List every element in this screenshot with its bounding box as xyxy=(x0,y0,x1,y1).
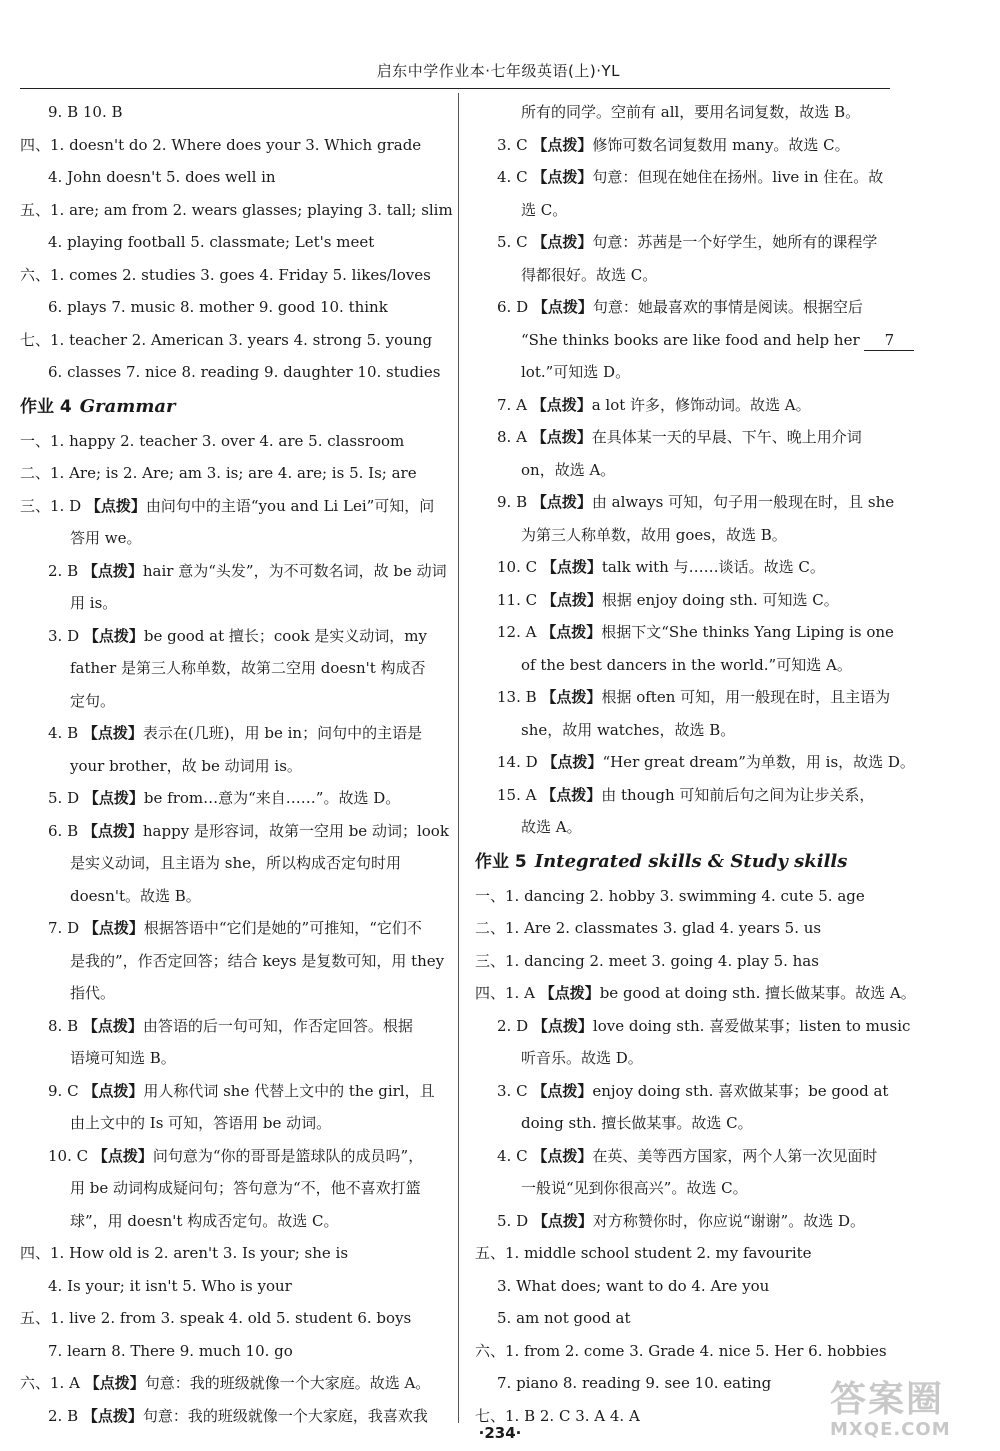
answer-line: 一、1. happy 2. teacher 3. over 4. are 5. classroom xyxy=(20,431,405,450)
answer-line: 指代。 xyxy=(70,984,116,1002)
hint-tag: 【点拨】 xyxy=(541,688,602,706)
running-header xyxy=(20,58,890,89)
answer-line: 2. B 【点拨】句意：我的班级就像一个大家庭，我喜欢我 xyxy=(48,1406,428,1425)
column-divider xyxy=(458,93,459,1423)
hint-tag: 【点拨】 xyxy=(541,558,602,576)
answer-line: lot.”可知选 D。 xyxy=(521,363,631,381)
left-column xyxy=(20,96,453,1432)
hint-tag: 【点拨】 xyxy=(84,1374,145,1392)
watermark-url: MXQE.COM xyxy=(830,1419,951,1440)
answer-line: 是我的”，作否定回答；结合 keys 是复数可知，用 they xyxy=(70,951,445,970)
answer-line: 15. A 【点拨】由 though 可知前后句之间为让步关系， xyxy=(497,785,875,804)
section-title: Grammar xyxy=(79,395,176,417)
answer-line: 听音乐。故选 D。 xyxy=(521,1049,643,1067)
answer-line: 为第三人称单数，故用 goes，故选 B。 xyxy=(521,525,787,544)
answer-line: “She thinks books are like food and help her 7 xyxy=(475,324,895,357)
hint-tag: 【点拨】 xyxy=(532,1146,593,1165)
answer-line: your brother，故 be 动词用 is。 xyxy=(70,756,302,775)
answer-line: 四、1. How old is 2. aren't 3. Is your; she is xyxy=(20,1244,349,1262)
answer-line: 六、1. from 2. come 3. Grade 4. nice 5. Her 6. hobbies xyxy=(475,1341,887,1360)
hint-tag: 【点拨】 xyxy=(532,298,593,316)
hint-tag: 【点拨】 xyxy=(83,919,144,937)
answer-line: 七、1. B 2. C 3. A 4. A xyxy=(475,1406,640,1425)
answer-line: 二、1. Are; is 2. Are; am 3. is; are 4. are; is 5. Is; are xyxy=(20,464,417,482)
answer-line: 5. am not good at xyxy=(497,1309,631,1327)
hint-tag: 【点拨】 xyxy=(83,1081,144,1100)
answer-line: 13. B 【点拨】根据 often 可知，用一般现在时，且主语为 xyxy=(497,688,891,706)
answer-line: 5. C 【点拨】句意：苏茜是一个好学生，她所有的课程学 xyxy=(497,233,878,251)
page-number: ·234· xyxy=(478,1424,522,1442)
answer-line: of the best dancers in the world.”可知选 A。 xyxy=(521,655,852,674)
fill-blank: 7 xyxy=(864,330,914,351)
answer-line: 球”，用 doesn't 构成否定句。故选 C。 xyxy=(70,1211,339,1230)
answer-line: 11. C 【点拨】根据 enjoy doing sth. 可知选 C。 xyxy=(497,590,839,609)
answer-line: 三、1. dancing 2. meet 3. going 4. play 5. has xyxy=(475,951,819,970)
answer-line: 8. A 【点拨】在具体某一天的早晨、下午、晚上用介词 xyxy=(497,428,862,446)
hint-tag: 【点拨】 xyxy=(532,135,593,154)
hint-tag: 【点拨】 xyxy=(92,1146,153,1165)
hint-tag: 【点拨】 xyxy=(542,753,603,771)
hint-tag: 【点拨】 xyxy=(532,168,593,186)
hint-tag: 【点拨】 xyxy=(82,821,143,840)
answer-line: 由上文中的 Is 可知，答语用 be 动词。 xyxy=(70,1114,332,1132)
answer-line: 四、1. doesn't do 2. Where does your 3. Which grade xyxy=(20,135,422,154)
answer-line: 六、1. comes 2. studies 3. goes 4. Friday 5. likes/loves xyxy=(20,265,431,284)
answer-line: 一般说“见到你很高兴”。故选 C。 xyxy=(521,1179,748,1197)
answer-line: 9. C 【点拨】用人称代词 she 代替上文中的 the girl，且 xyxy=(48,1081,435,1100)
answer-line: 6. D 【点拨】句意：她最喜欢的事情是阅读。根据空后 xyxy=(497,298,863,316)
answer-line: 定句。 xyxy=(70,691,116,710)
answer-line: 4. John doesn't 5. does well in xyxy=(48,168,276,186)
hint-tag: 【点拨】 xyxy=(82,1016,143,1035)
answer-line: 五、1. live 2. from 3. speak 4. old 5. student 6. boys xyxy=(20,1309,412,1327)
answer-line: 7. D 【点拨】根据答语中“它们是她的”可推知，“它们不 xyxy=(48,919,422,937)
answer-line: 四、1. A 【点拨】be good at doing sth. 擅长做某事。故选 A。 xyxy=(475,984,916,1002)
hint-tag: 【点拨】 xyxy=(532,1016,593,1035)
answer-line: 二、1. Are 2. classmates 3. glad 4. years 5. us xyxy=(475,919,822,937)
hint-tag: 【点拨】 xyxy=(541,785,602,804)
answer-line: 所有的同学。空前有 all，要用名词复数，故选 B。 xyxy=(521,103,861,121)
answer-line: 6. plays 7. music 8. mother 9. good 10. think xyxy=(48,298,388,316)
hint-tag: 【点拨】 xyxy=(82,1406,143,1425)
answer-line: 4. B 【点拨】表示在(几班)，用 be in；问句中的主语是 xyxy=(48,724,423,742)
hint-tag: 【点拨】 xyxy=(532,233,593,251)
answer-line: 3. C 【点拨】修饰可数名词复数用 many。故选 C。 xyxy=(497,135,850,154)
answer-line: 14. D 【点拨】“Her great dream”为单数，用 is，故选 D。 xyxy=(497,753,915,771)
answer-line: 12. A 【点拨】根据下文“She thinks Yang Liping is one xyxy=(497,623,894,641)
answer-line: 10. C 【点拨】问句意为“你的哥哥是篮球队的成员吗”， xyxy=(48,1146,424,1165)
answer-line: 6. classes 7. nice 8. reading 9. daughter 10. studies xyxy=(48,363,441,381)
hint-tag: 【点拨】 xyxy=(83,626,144,645)
header-title: 启东中学作业本·七年级英语(上)·YL xyxy=(376,62,620,80)
answer-line: 5. D 【点拨】对方称赞你时，你应说“谢谢”。故选 D。 xyxy=(497,1211,866,1230)
right-column xyxy=(475,96,916,1432)
hint-tag: 【点拨】 xyxy=(532,1081,593,1100)
answer-line: 9. B 10. B xyxy=(48,103,123,121)
hint-tag: 【点拨】 xyxy=(82,724,143,742)
answer-line: 9. B 【点拨】由 always 可知，句子用一般现在时，且 she xyxy=(497,493,895,511)
answer-line: 是实义动词，且主语为 she，所以构成否定句时用 xyxy=(70,854,402,872)
hint-tag: 【点拨】 xyxy=(532,1211,593,1230)
answer-line: 得都很好。故选 C。 xyxy=(521,265,658,284)
hint-tag: 【点拨】 xyxy=(531,428,592,446)
answer-line: 五、1. middle school student 2. my favourite xyxy=(475,1244,812,1262)
section-heading xyxy=(20,389,445,425)
hint-tag: 【点拨】 xyxy=(82,561,143,580)
watermark-logo xyxy=(830,1380,980,1442)
answer-line: 4. C 【点拨】在英、美等西方国家，两个人第一次见面时 xyxy=(497,1146,878,1165)
answer-line: doesn't。故选 B。 xyxy=(70,886,201,905)
answer-line: 4. playing football 5. classmate; Let's meet xyxy=(48,233,375,251)
hint-tag: 【点拨】 xyxy=(531,493,592,511)
answer-line: 8. B 【点拨】由答语的后一句可知，作否定回答。根据 xyxy=(48,1016,413,1035)
answer-line: 三、1. D 【点拨】由问句中的主语“you and Li Lei”可知，问 xyxy=(20,496,435,515)
answer-line: 4. Is your; it isn't 5. Who is your xyxy=(48,1276,292,1295)
hint-tag: 【点拨】 xyxy=(83,789,144,807)
answer-line: 7. piano 8. reading 9. see 10. eating xyxy=(497,1374,772,1392)
section-number: 作业 5 xyxy=(475,851,527,872)
answer-line: 五、1. are; am from 2. wears glasses; playing 3. tall; slim xyxy=(20,200,453,219)
answer-line: doing sth. 擅长做某事。故选 C。 xyxy=(521,1114,753,1132)
answer-line: she，故用 watches，故选 B。 xyxy=(521,720,736,739)
answer-line: father 是第三人称单数，故第二空用 doesn't 构成否 xyxy=(70,659,426,677)
answer-line: 3. What does; want to do 4. Are you xyxy=(497,1276,770,1295)
answer-line: 七、1. teacher 2. American 3. years 4. strong 5. young xyxy=(20,330,433,349)
section-heading xyxy=(475,844,895,880)
hint-tag: 【点拨】 xyxy=(531,395,592,414)
hint-tag: 【点拨】 xyxy=(541,623,602,641)
answer-line: 7. learn 8. There 9. much 10. go xyxy=(48,1341,293,1360)
answer-line: 语境可知选 B。 xyxy=(70,1049,176,1067)
answer-line: 一、1. dancing 2. hobby 3. swimming 4. cute 5. age xyxy=(475,886,865,905)
answer-line: 3. D 【点拨】be good at 擅长；cook 是实义动词，my xyxy=(48,626,427,645)
answer-line: 2. D 【点拨】love doing sth. 喜爱做某事；listen to music xyxy=(497,1016,911,1035)
hint-tag: 【点拨】 xyxy=(541,590,602,609)
answer-line: 10. C 【点拨】talk with 与……谈话。故选 C。 xyxy=(497,558,825,576)
answer-line: 答用 we。 xyxy=(70,529,142,547)
answer-line: 用 be 动词构成疑问句；答句意为“不，他不喜欢打篮 xyxy=(70,1179,421,1197)
section-number: 作业 4 xyxy=(20,396,72,417)
answer-line: 六、1. A 【点拨】句意：我的班级就像一个大家庭。故选 A。 xyxy=(20,1374,431,1392)
watermark-logo-text: 答案圈 xyxy=(830,1379,945,1420)
answer-line: on，故选 A。 xyxy=(521,460,616,479)
answer-line: 5. D 【点拨】be from…意为“来自……”。故选 D。 xyxy=(48,789,401,807)
answer-line: 7. A 【点拨】a lot 许多，修饰动词。故选 A。 xyxy=(497,395,811,414)
answer-line: 3. C 【点拨】enjoy doing sth. 喜欢做某事；be good at xyxy=(497,1081,889,1100)
answer-line: 选 C。 xyxy=(521,200,568,219)
answer-line: 2. B 【点拨】hair 意为“头发”，为不可数名词，故 be 动词 xyxy=(48,561,447,580)
answer-line: 用 is。 xyxy=(70,594,118,612)
answer-line: 故选 A。 xyxy=(521,818,582,836)
section-title: Integrated skills & Study skills xyxy=(534,850,848,872)
hint-tag: 【点拨】 xyxy=(539,984,600,1002)
hint-tag: 【点拨】 xyxy=(85,496,146,515)
answer-line: 4. C 【点拨】句意：但现在她住在扬州。live in 住在。故 xyxy=(497,168,884,186)
answer-line: 6. B 【点拨】happy 是形容词，故第一空用 be 动词；look xyxy=(48,821,449,840)
